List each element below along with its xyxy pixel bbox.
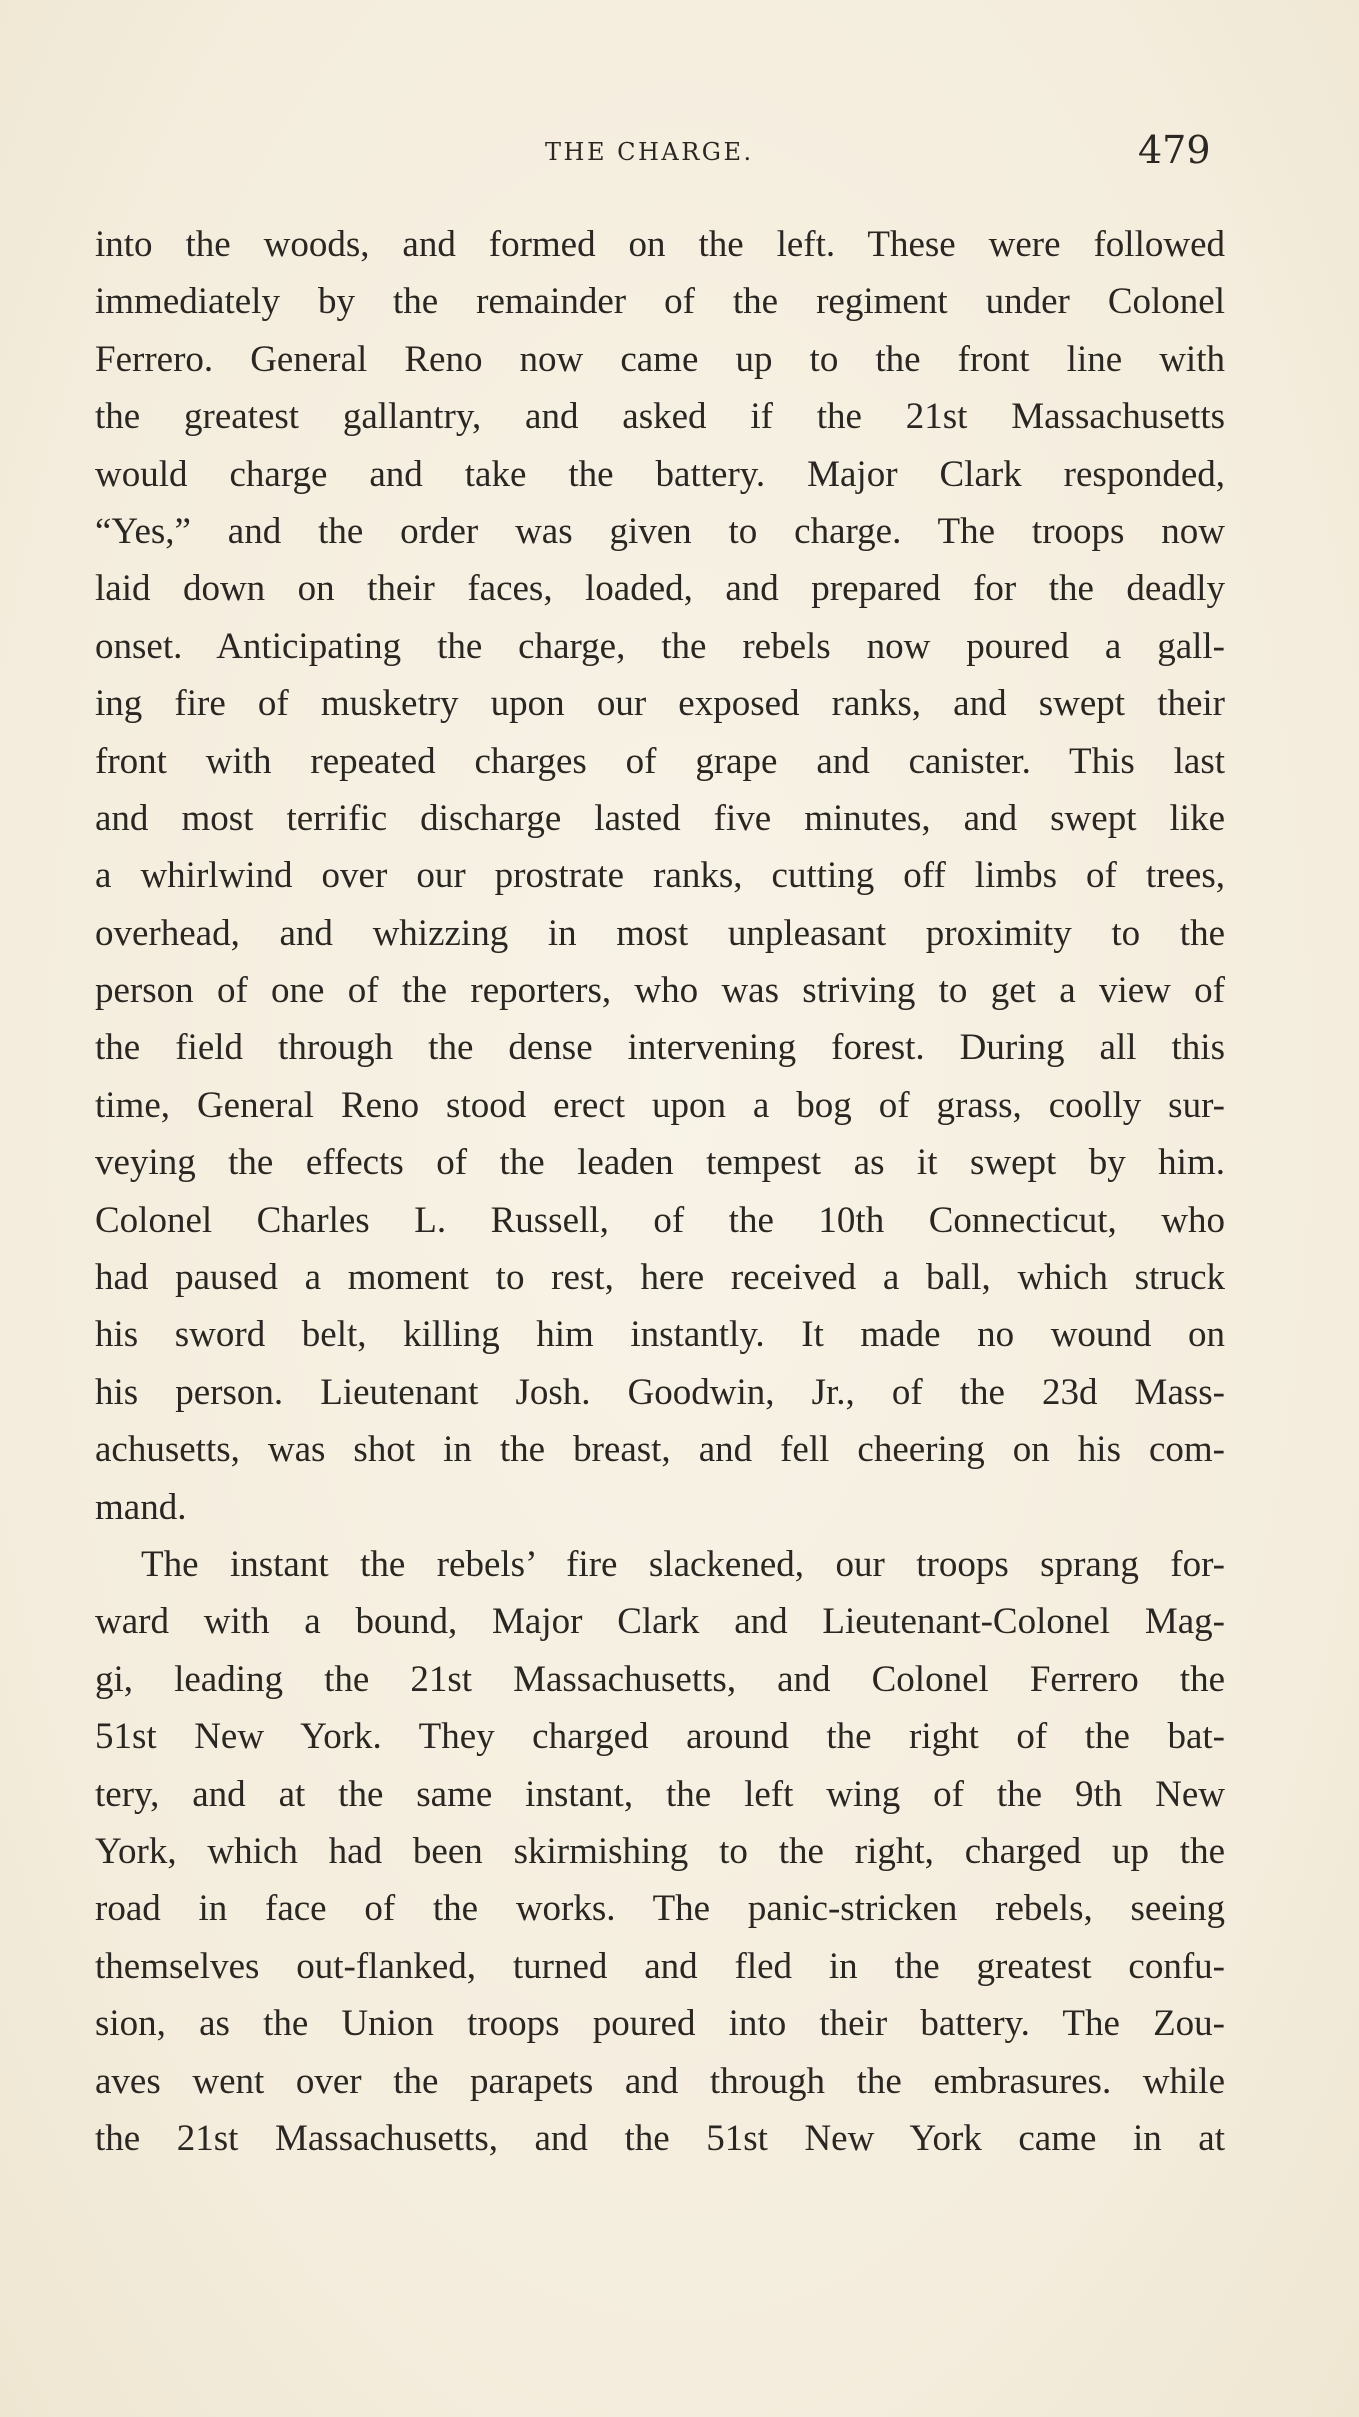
text-line: tery, and at the same instant, the left wing of the 9th New: [95, 1773, 1225, 1815]
text-line: aves went over the parapets and through the embrasures. while: [95, 2060, 1225, 2102]
text-line: road in face of the works. The panic-stricken rebels, seeing: [95, 1888, 1225, 1930]
text-line: 51st New York. They charged around the right of the bat-: [95, 1716, 1225, 1758]
text-line: immediately by the remainder of the regiment under Colonel: [95, 281, 1225, 323]
text-line: mand.: [95, 1486, 187, 1528]
text-line: the greatest gallantry, and asked if the 21st Massachusetts: [95, 396, 1225, 438]
text-line: achusetts, was shot in the breast, and fell cheering on his com-: [95, 1429, 1225, 1471]
text-line: his person. Lieutenant Josh. Goodwin, Jr., of the 23d Mass-: [95, 1371, 1225, 1413]
text-line: laid down on their faces, loaded, and prepared for the deadly: [95, 568, 1225, 610]
running-head: [0, 128, 1359, 188]
text-line: the 21st Massachusetts, and the 51st New York came in at: [95, 2117, 1225, 2159]
text-line: person of one of the reporters, who was striving to get a view of: [95, 970, 1225, 1012]
text-line: time, General Reno stood erect upon a bog of grass, coolly sur-: [95, 1084, 1225, 1126]
text-line: a whirlwind over our prostrate ranks, cutting off limbs of trees,: [95, 855, 1225, 897]
text-line: and most terrific discharge lasted five minutes, and swept like: [95, 797, 1225, 839]
text-line: veying the effects of the leaden tempest as it swept by him.: [95, 1142, 1225, 1184]
text-line: “Yes,” and the order was given to charge. The troops now: [95, 510, 1225, 552]
text-line: York, which had been skirmishing to the right, charged up the: [95, 1830, 1225, 1872]
text-line: ing fire of musketry upon our exposed ranks, and swept their: [95, 683, 1225, 725]
text-line: sion, as the Union troops poured into their battery. The Zou-: [95, 2003, 1225, 2045]
running-title: THE CHARGE.: [545, 138, 754, 166]
text-line: ward with a bound, Major Clark and Lieutenant-Colonel Mag-: [95, 1601, 1225, 1643]
text-line: overhead, and whizzing in most unpleasant proximity to the: [95, 912, 1225, 954]
paragraph-first-line: The instant the rebels’ fire slackened, our troops sprang for-: [141, 1543, 1225, 1585]
text-line: had paused a moment to rest, here received a ball, which struck: [95, 1257, 1225, 1299]
text-line: his sword belt, killing him instantly. It made no wound on: [95, 1314, 1225, 1356]
text-line: front with repeated charges of grape and canister. This last: [95, 740, 1225, 782]
text-line: would charge and take the battery. Major Clark responded,: [95, 453, 1225, 495]
text-line: themselves out-flanked, turned and fled in the greatest confu-: [95, 1945, 1225, 1987]
page-number: 479: [1138, 128, 1211, 172]
text-line: gi, leading the 21st Massachusetts, and Colonel Ferrero the: [95, 1658, 1225, 1700]
text-line: Ferrero. General Reno now came up to the front line with: [95, 338, 1225, 380]
text-line: onset. Anticipating the charge, the rebels now poured a gall-: [95, 625, 1225, 667]
text-line: the field through the dense intervening forest. During all this: [95, 1027, 1225, 1069]
text-line: Colonel Charles L. Russell, of the 10th Connecticut, who: [95, 1199, 1225, 1241]
body-text: [95, 216, 1225, 2167]
text-line: into the woods, and formed on the left. These were followed: [95, 224, 1225, 265]
